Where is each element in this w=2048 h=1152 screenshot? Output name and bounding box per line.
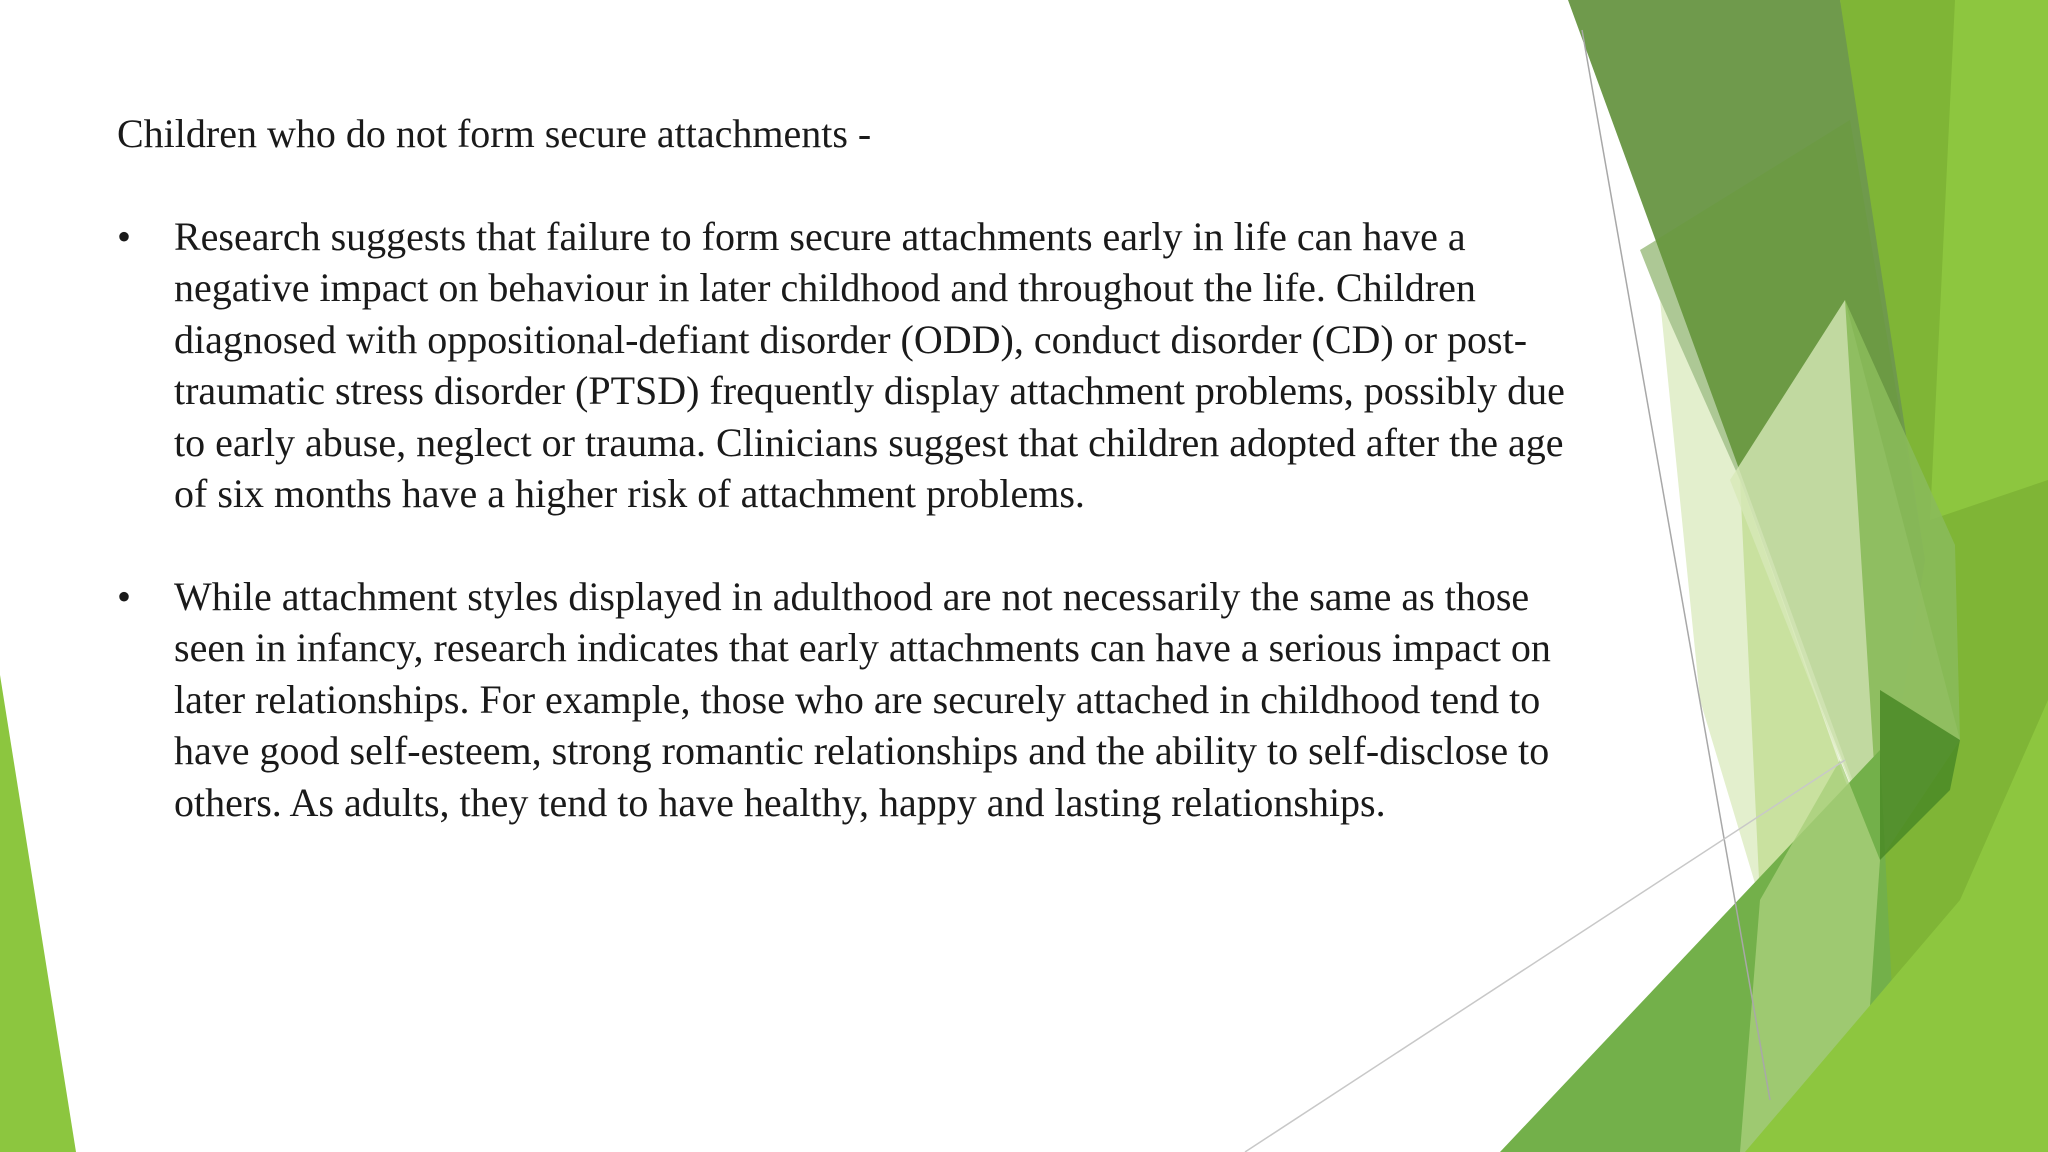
left-green-sliver [0, 675, 76, 1152]
bullet-text-1: Research suggests that failure to form secure attachments early in life can have a negative impact on behaviour in later childhood and throughout the life. Children diagnosed with oppositional-defiant disorder (ODD), conduct disorder (CD) or post-traumatic stress disorder (PTSD) frequently display attachment problems, possibly due to early abuse, neglect or trauma. Clinicians suggest that children adopted after the age of six months have a higher risk of attachment problems. [174, 213, 1565, 516]
slide-body [117, 108, 1587, 879]
slide-heading: Children who do not form secure attachments - [117, 111, 872, 156]
bullet-icon: • [117, 213, 132, 259]
bullet-icon: • [117, 573, 132, 619]
bullet-item-2 [117, 571, 1587, 829]
bullet-item-1 [117, 211, 1587, 520]
bullet-text-2: While attachment styles displayed in adulthood are not necessarily the same as those seen in infancy, research indicates that early attachments can have a serious impact on later relationships. For example, those who are securely attached in childhood tend to have good self-esteem, strong romantic relationships and the ability to self-disclose to others. As adults, they tend to have healthy, happy and lasting relationships. [174, 573, 1551, 825]
